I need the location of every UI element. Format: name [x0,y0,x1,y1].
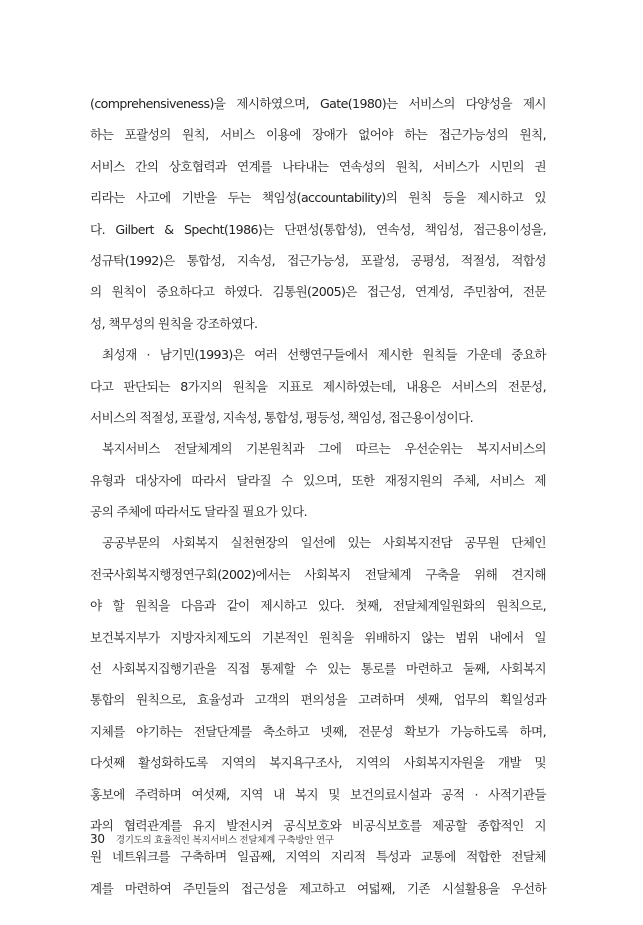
text-line: 선 사회복지집행기관을 직접 통제할 수 있는 통로를 마련하고 둘째, 사회복지 [90,661,546,677]
page-number: 30 [90,832,105,846]
text-line: 성규탁(1992)은 통합성, 지속성, 접근가능성, 포괄성, 공평성, 적절성, 적합성 [90,252,546,268]
text-line: 하는 포괄성의 원칙, 서비스 이용에 장애가 없어야 하는 접근가능성의 원칙, [90,127,546,143]
text-line: 리라는 사고에 기반을 두는 책임성(accountability)의 원칙 등을 제시하고 있 [90,190,546,206]
paragraph-first-line: 복지서비스 전달체계의 기본원칙과 그에 따르는 우선순위는 복지서비스의 [102,441,546,457]
text-line: 홍보에 주력하며 여섯째, 지역 내 복지 및 보건의료시설과 공적 · 사적기관들 [90,786,546,802]
text-line: (comprehensiveness)을 제시하였으며, Gate(1980)는 서비스의 다양성을 제시 [90,96,546,111]
text-line: 서비스의 적절성, 포괄성, 지속성, 통합성, 평등성, 책임성, 접근용이성이다. [90,409,474,425]
text-line: 공의 주체에 따라서도 달라질 필요가 있다. [90,504,308,520]
paragraph-first-line: 공공부문의 사회복지 실천현장의 일선에 있는 사회복지전담 공무원 단체인 [102,535,546,551]
text-line: 성, 책무성의 원칙을 강조하였다. [90,315,258,331]
text-line: 다섯째 활성화하도록 지역의 복지욕구조사, 지역의 사회복지자원을 개발 및 [90,755,546,771]
text-line: 서비스 간의 상호협력과 연계를 나타내는 연속성의 원칙, 서비스가 시민의 권 [90,158,546,174]
text-line: 다고 판단되는 8가지의 원칙을 지표로 제시하였는데, 내용은 서비스의 전문성, [90,378,546,394]
text-line: 보건복지부가 지방자치제도의 기본적인 원칙을 위배하지 않는 범위 내에서 일 [90,629,546,645]
text-line: 과의 협력관계를 유지 발전시켜 공식보호와 비공식보호를 제공할 종합적인 지 [90,817,546,833]
text-line: 유형과 대상자에 따라서 달라질 수 있으며, 또한 재정지원의 주체, 서비스 제 [90,472,546,488]
text-line: 전국사회복지행정연구회(2002)에서는 사회복지 전달체계 구축을 위해 견지해 [90,566,546,582]
paragraph-first-line: 최성재 · 남기민(1993)은 여러 선행연구들에서 제시한 원칙들 가운데 중요하 [102,347,546,363]
text-line: 원 네트워크를 구축하며 일곱째, 지역의 지리적 특성과 교통에 적합한 전달체 [90,849,546,865]
text-line: 의 원칙이 중요하다고 하였다. 김통원(2005)은 접근성, 연계성, 주민참여, 전문 [90,284,546,300]
text-line: 야 할 원칙을 다음과 같이 제시하고 있다. 첫째, 전달체계일원화의 원칙으로, [90,598,546,614]
page-footer [90,832,334,846]
text-line: 통합의 원칙으로, 효율성과 고객의 편의성을 고려하며 셋째, 업무의 획일성과 [90,692,546,708]
running-title: 경기도의 효율적인 복지서비스 전달체계 구축방안 연구 [115,835,334,846]
text-line: 계를 마련하여 주민들의 접근성을 제고하고 여덟째, 기존 시설활용을 우선하 [90,880,546,896]
body-text [90,88,546,904]
text-line: 다. Gilbert & Specht(1986)는 단편성(통합성), 연속성, 책임성, 접근용이성을, [90,221,546,237]
text-line: 지체를 야기하는 전달단계를 축소하고 넷째, 전문성 확보가 가능하도록 하며, [90,723,546,739]
